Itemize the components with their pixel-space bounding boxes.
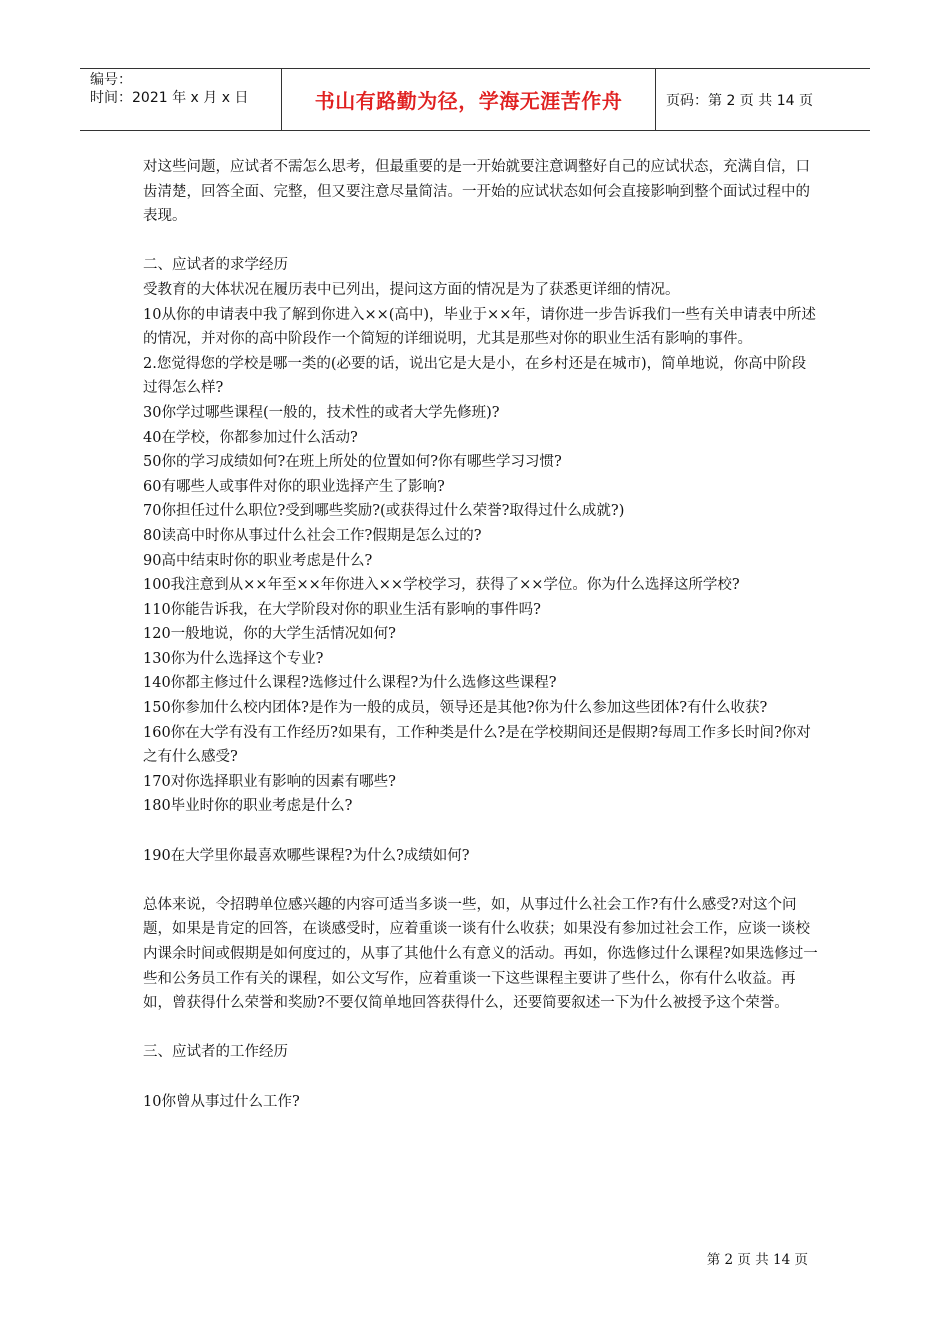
question-item: 130你为什么选择这个专业? — [143, 650, 324, 667]
section-title: 二、应试者的求学经历 — [143, 257, 288, 274]
question-item: 110你能告诉我，在大学阶段对你的职业生活有影响的事件吗? — [143, 601, 541, 618]
question-item: 2.您觉得您的学校是哪一类的(必要的话，说出它是大是小，在乡村还是在城市)，简单地说，你高中阶段过得怎么样? — [143, 355, 807, 397]
question-item: 10从你的申请表中我了解到你进入××(高中)，毕业于××年，请你进一步告诉我们一些有关申请表中所述的情况，并对你的高中阶段作一个简短的详细说明，尤其是那些对你的职业生活有影响的事件。 — [143, 306, 816, 348]
question-item: 150你参加什么校内团体?是作为一般的成员，领导还是其他?你为什么参加这些团体?有什么收获? — [143, 700, 768, 717]
section-title: 三、应试者的工作经历 — [143, 1044, 288, 1061]
question-item: 40在学校，你都参加过什么活动? — [143, 429, 358, 446]
question-item: 90高中结束时你的职业考虑是什么? — [143, 552, 373, 569]
question-item: 80读高中时你从事过什么社会工作?假期是怎么过的? — [143, 527, 482, 544]
number-label: 编号： — [90, 72, 132, 88]
question-item: 70你担任过什么职位?受到哪些奖励?(或获得过什么荣誉?取得过什么成就?) — [143, 503, 625, 520]
header-motto: 书山有路勤为径，学海无涯苦作舟 — [282, 69, 656, 130]
question-item: 10你曾从事过什么工作? — [143, 1093, 300, 1110]
question-item: 60有哪些人或事件对你的职业选择产生了影响? — [143, 478, 445, 495]
question-item: 100我注意到从××年至××年你进入××学校学习，获得了××学位。你为什么选择这所学校? — [143, 577, 740, 594]
time-label: 时间：2021 年 x 月 x 日 — [90, 90, 249, 106]
question-item: 160你在大学有没有工作经历?如果有，工作种类是什么?是在学校期间还是假期?每周工作多长时间?你对之有什么感受? — [143, 724, 811, 766]
question-item: 50你的学习成绩如何?在班上所处的位置如何?你有哪些学习习惯? — [143, 454, 562, 471]
intro-paragraph: 对这些问题，应试者不需怎么思考，但最重要的是一开始就要注意调整好自己的应试状态，充满自信，口齿清楚，回答全面、完整，但又要注意尽量简洁。一开始的应试状态如何会直接影响到整个面试过程中的表现。 — [143, 159, 810, 225]
section-intro: 受教育的大体状况在履历表中已列出，提问这方面的情况是为了获悉更详细的情况。 — [143, 281, 680, 298]
header-page-label: 页码：第 2 页 共 14 页 — [666, 92, 813, 109]
page-header — [80, 68, 870, 131]
header-meta — [80, 69, 282, 130]
question-item: 140你都主修过什么课程?选修过什么课程?为什么选修这些课程? — [143, 675, 557, 692]
page-footer: 第 2 页 共 14 页 — [706, 1252, 808, 1268]
summary-paragraph: 总体来说，令招聘单位感兴趣的内容可适当多谈一些，如，从事过什么社会工作?有什么感受?对这个问题，如果是肯定的回答，在谈感受时，应着重谈一谈有什么收获；如果没有参加过社会工作，应谈一谈校内课余时间或假期是如何度过的，从事了其他什么有意义的活动。再如，你选修过什么课程?如果选修过一些和公务员工作有关的课程，如公文写作，应着重谈一下这些课程主要讲了些什么，你有什么收益。再如，曾获得什么荣誉和奖励?不要仅简单地回答获得什么，还要简要叙述一下为什么被授予这个荣誉。 — [143, 896, 818, 1012]
question-item: 120一般地说，你的大学生活情况如何? — [143, 626, 396, 643]
question-item: 170对你选择职业有影响的因素有哪些? — [143, 773, 396, 790]
document-body — [143, 155, 819, 1114]
question-item: 30你学过哪些课程(一般的，技术性的或者大学先修班)? — [143, 404, 500, 421]
question-item: 180毕业时你的职业考虑是什么? — [143, 798, 353, 815]
question-item: 190在大学里你最喜欢哪些课程?为什么?成绩如何? — [143, 847, 470, 864]
